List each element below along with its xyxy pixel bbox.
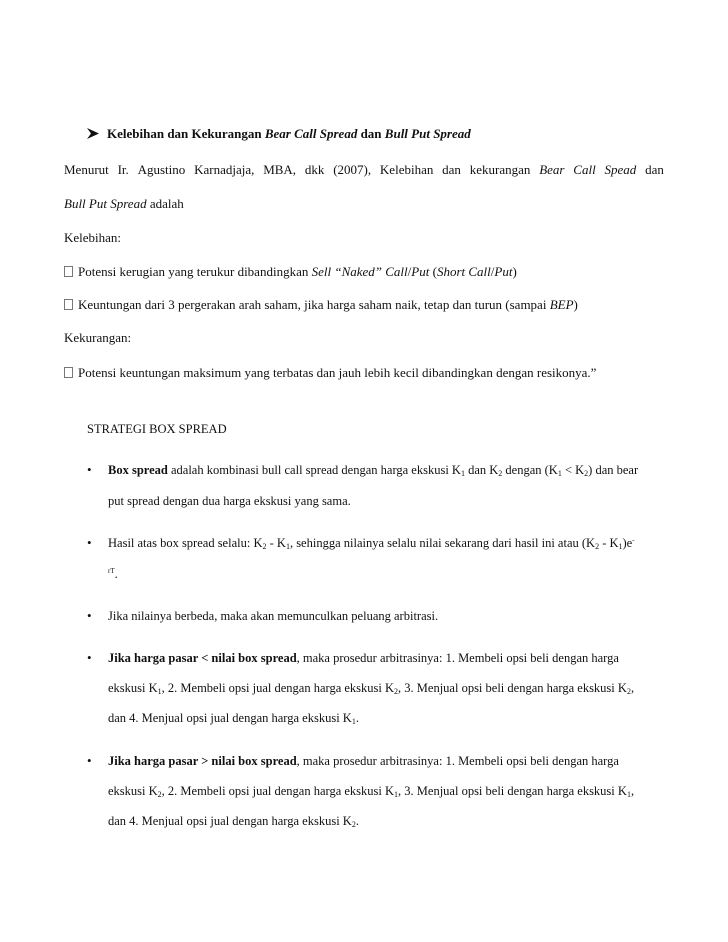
subscript: 2: [157, 790, 162, 799]
bullet-icon: •: [87, 650, 92, 665]
text: , 3. Menjual opsi beli dengan harga ekskusi K: [398, 784, 627, 798]
text: , sehingga nilainya selalu nilai sekarang dari hasil ini atau (K: [289, 536, 596, 550]
text: dan 4. Menjual opsi jual dengan harga ekskusi K: [108, 711, 352, 725]
intro-word: Menurut: [64, 162, 109, 177]
text: ,: [630, 681, 635, 695]
item-term: Sell “Naked” Call: [311, 264, 408, 279]
missing-glyph-bullet-icon: [64, 299, 73, 310]
kelebihan-item-1: [64, 265, 517, 278]
box-bullet-2-line-2: [108, 568, 118, 581]
text: - K: [266, 536, 286, 550]
box-bullet-4-line-3: [108, 712, 359, 725]
text: ekskusi K: [108, 681, 158, 695]
bold-term: Jika harga pasar > nilai box spread: [108, 754, 297, 768]
section-heading: [86, 127, 471, 140]
bullet-icon: •: [87, 535, 92, 550]
missing-glyph-bullet-icon: [64, 367, 73, 378]
subscript: 2: [584, 469, 589, 478]
intro-word: Kelebihan: [379, 162, 434, 177]
bold-term: Box spread: [108, 463, 168, 477]
subscript: 2: [626, 687, 631, 696]
subscript: 2: [351, 820, 356, 829]
text: , maka prosedur arbitrasinya: 1. Membeli opsi beli dengan harga: [296, 651, 619, 665]
subscript: 1: [394, 790, 399, 799]
subscript: 1: [626, 790, 631, 799]
heading-mid: dan: [357, 126, 385, 141]
subscript: 2: [262, 542, 267, 551]
subscript: 1: [351, 717, 356, 726]
subscript: 1: [618, 542, 623, 551]
bullet-icon: •: [87, 462, 92, 477]
box-bullet-5-line-2: [108, 785, 634, 798]
intro-word: dan: [645, 162, 664, 177]
item-sep: (: [429, 264, 437, 279]
intro-rest: adalah: [146, 196, 184, 211]
box-bullet-4-line-1: [108, 652, 619, 665]
intro-word: Karnadjaja,: [194, 162, 255, 177]
intro-line-1: [64, 163, 664, 176]
text: .: [355, 711, 359, 725]
subscript: 2: [498, 469, 503, 478]
heading-term-bear-call: Bear Call Spread: [264, 126, 358, 141]
kekurangan-title: Kekurangan:: [64, 330, 132, 345]
kelebihan-item-2: [64, 298, 578, 311]
text: dengan (K: [502, 463, 558, 477]
text: .: [355, 814, 359, 828]
text: ) dan bear: [588, 463, 639, 477]
bullet-icon: •: [87, 753, 92, 768]
box-bullet-5-line-3: [108, 815, 359, 828]
subscript: 2: [595, 542, 600, 551]
intro-word: Bear: [539, 162, 565, 177]
item-sep: ): [573, 297, 578, 312]
text: )e: [622, 536, 633, 550]
text: , maka prosedur arbitrasinya: 1. Membeli opsi beli dengan harga: [296, 754, 619, 768]
intro-word: Ir.: [117, 162, 129, 177]
box-bullet-5-line-1: [108, 755, 619, 768]
text: dan 4. Menjual opsi jual dengan harga ekskusi K: [108, 814, 352, 828]
item-text: Potensi keuntungan maksimum yang terbatas dan jauh lebih kecil dibandingkan dengan resikonya.”: [78, 365, 597, 380]
box-bullet-3: Jika nilainya berbeda, maka akan memunculkan peluang arbitrasi.: [108, 609, 439, 623]
kelebihan-title: Kelebihan:: [64, 230, 122, 245]
intro-word: MBA,: [263, 162, 297, 177]
box-bullet-1-line-2: put spread dengan dua harga ekskusi yang sama.: [108, 494, 351, 508]
text: , 2. Membeli opsi jual dengan harga ekskusi K: [161, 681, 395, 695]
intro-word: dkk: [304, 162, 325, 177]
item-term: Short Call: [436, 264, 491, 279]
text: < K: [561, 463, 585, 477]
bold-term: Jika harga pasar < nilai box spread: [108, 651, 297, 665]
superscript: rT: [108, 567, 115, 575]
intro-word: dan: [442, 162, 461, 177]
text: , 3. Menjual opsi beli dengan harga ekskusi K: [398, 681, 627, 695]
box-spread-title: STRATEGI BOX SPREAD: [87, 422, 227, 436]
arrow-bullet-icon: [86, 128, 100, 139]
item-text: Keuntungan dari 3 pergerakan arah saham, jika harga saham naik, tetap dan turun (sampai: [78, 297, 550, 312]
box-bullet-1-line-1: [108, 464, 638, 477]
bullet-icon: •: [87, 608, 92, 623]
text: - K: [599, 536, 619, 550]
missing-glyph-bullet-icon: [64, 266, 73, 277]
item-sep: /: [490, 264, 495, 279]
subscript: 1: [557, 469, 562, 478]
text: ekskusi K: [108, 784, 158, 798]
subscript: 1: [157, 687, 162, 696]
text: , 2. Membeli opsi jual dengan harga ekskusi K: [161, 784, 395, 798]
item-text: Potensi kerugian yang terukur dibandingkan: [78, 264, 312, 279]
intro-line-2: [64, 197, 184, 210]
heading-lead: Kelebihan dan Kekurangan: [107, 126, 265, 141]
intro-term: Bull Put Spread: [64, 196, 147, 211]
text: .: [114, 567, 118, 581]
text: Hasil atas box spread selalu: K: [108, 536, 263, 550]
heading-term-bull-put: Bull Put Spread: [384, 126, 471, 141]
intro-word: Call: [573, 162, 596, 177]
subscript: 2: [394, 687, 399, 696]
text: ,: [630, 784, 635, 798]
intro-word: Agustino: [137, 162, 186, 177]
box-bullet-2-line-1: [108, 537, 635, 550]
box-bullet-4-line-2: [108, 682, 634, 695]
item-sep: /: [407, 264, 412, 279]
subscript: 1: [460, 469, 465, 478]
intro-word: kekurangan: [469, 162, 531, 177]
kekurangan-item-1: [64, 366, 596, 379]
superscript: -: [632, 536, 635, 544]
text: adalah kombinasi bull call spread dengan harga ekskusi K: [167, 463, 461, 477]
intro-word: Spead: [604, 162, 637, 177]
intro-word: (2007),: [333, 162, 372, 177]
text: dan K: [464, 463, 499, 477]
item-term: Put: [494, 264, 513, 279]
item-term: Put: [411, 264, 430, 279]
subscript: 1: [285, 542, 290, 551]
item-sep: ): [512, 264, 517, 279]
item-term: BEP: [549, 297, 574, 312]
